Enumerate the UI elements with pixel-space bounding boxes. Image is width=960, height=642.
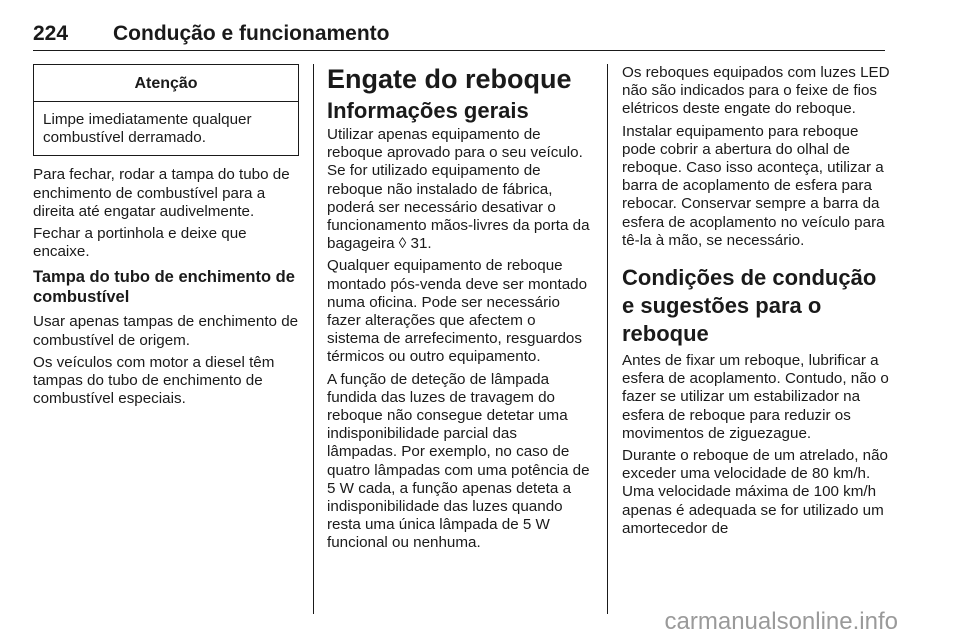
page-number: 224 [33,22,69,45]
column-divider [607,64,608,614]
column-3 [622,64,892,542]
header-rule [33,50,885,51]
paragraph: Usar apenas tampas de enchimento de combustível de origem. [33,313,299,349]
attention-text: Limpe imediatamente qualquer combustível derramado. [43,111,252,147]
paragraph: Qualquer equipamento de reboque montado pós-venda deve ser montado numa oficina. Pode ser necessário fazer alterações que afectem o sistema de arrefecimento, resguardos térmicos ou outro equipamento. [327,257,588,366]
watermark: carmanualsonline.info [664,608,898,635]
page-header [33,22,885,50]
chapter-title: Engate do reboque [327,64,572,94]
paragraph: Antes de fixar um reboque, lubrificar a esfera de acoplamento. Contudo, não o fazer se utilizar um estabilizador na esfera de reboque para reduzir os movimentos de ziguezague. [622,352,889,442]
paragraph: Para fechar, rodar a tampa do tubo de enchimento de combustível para a direita até engatar audivelmente. [33,166,290,220]
paragraph: Os reboques equipados com luzes LED não são indicados para o feixe de fios elétricos deste engate do reboque. [622,64,890,118]
section-title: Informações gerais [327,98,529,123]
section-heading: Tampa do tubo de enchimento de combustível [33,268,295,307]
column-divider [313,64,314,614]
paragraph: Os veículos com motor a diesel têm tampas do tubo de enchimento de combustível especiais. [33,353,275,408]
paragraph: Fechar a portinhola e deixe que encaixe. [33,225,247,261]
paragraph: Utilizar apenas equipamento de reboque aprovado para o seu veículo. Se for utilizado equipamento de reboque não instalado de fábrica, poderá ser necessário desativar o funcionamento mãos-livres da porta da bagageira ◊ 31. [327,126,590,253]
running-title: Condução e funcionamento [113,22,390,45]
paragraph: Instalar equipamento para reboque pode cobrir a abertura do olhal de reboque. Caso isso aconteça, utilizar a barra de acoplamento de esfera para rebocar. Conservar sempre a barra da esfera de acoplamento no veículo para tê-la à mão, se necessário. [622,122,885,249]
attention-box [33,64,299,156]
section-title: Condições de condução e sugestões para o reboque [622,265,877,347]
column-2 [327,64,591,557]
paragraph: Durante o reboque de um atrelado, não exceder uma velocidade de 80 km/h. Uma velocidade máxima de 100 km/h apenas é adequada se for utilizado um amortecedor de [622,447,888,537]
paragraph: A função de deteção de lâmpada fundida das luzes de travagem do reboque não consegue detetar uma indisponibilidade parcial das lâmpadas. Por exemplo, no caso de quatro lâmpadas com uma potência de 5 W cada, a função apenas deteta a indisponibilidade das luzes quando resta uma única lâmpada de 5 W funcional ou nenhuma. [327,370,590,552]
column-1 [33,64,299,412]
attention-title: Atenção [34,65,298,102]
